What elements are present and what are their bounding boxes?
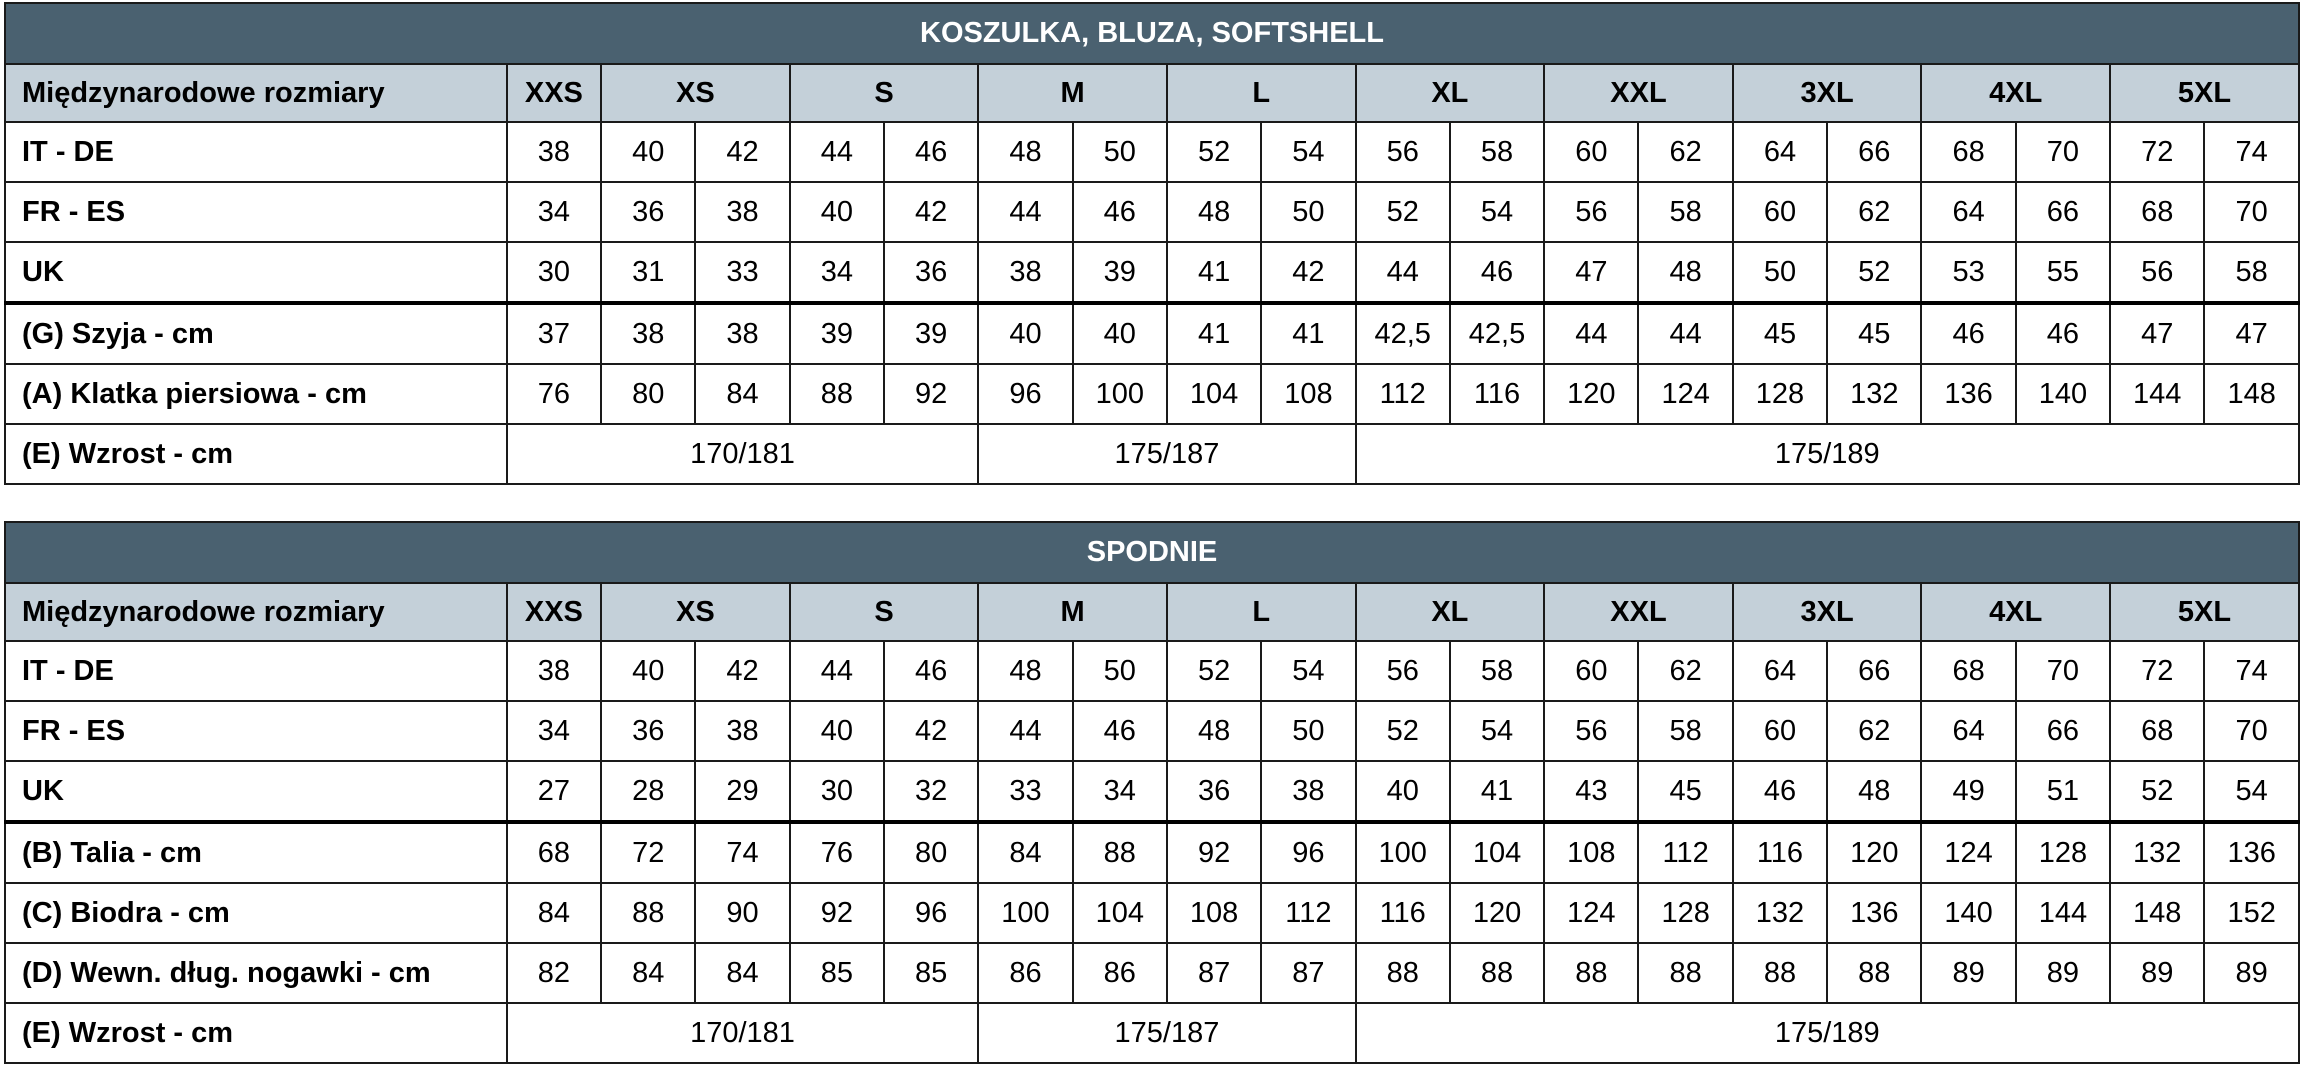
value-cell: 53 <box>1921 242 2015 303</box>
value-cell: 36 <box>601 182 695 242</box>
value-cell: 38 <box>695 303 789 364</box>
value-cell: 42 <box>695 122 789 182</box>
value-cell: 46 <box>884 641 978 701</box>
size-header-cell: 4XL <box>1921 64 2110 122</box>
value-cell: 42 <box>695 641 789 701</box>
value-cell: 50 <box>1733 242 1827 303</box>
row-label: IT - DE <box>5 122 507 182</box>
value-cell: 29 <box>695 761 789 822</box>
value-cell: 42 <box>1261 242 1355 303</box>
value-cell: 104 <box>1167 364 1261 424</box>
value-cell: 68 <box>507 822 601 883</box>
value-cell: 34 <box>790 242 884 303</box>
value-cell: 36 <box>601 701 695 761</box>
value-cell: 48 <box>1167 182 1261 242</box>
value-cell: 42 <box>884 701 978 761</box>
value-cell: 80 <box>884 822 978 883</box>
size-header-cell: 3XL <box>1733 583 1922 641</box>
value-cell: 46 <box>2016 303 2110 364</box>
value-cell: 80 <box>601 364 695 424</box>
value-cell: 124 <box>1638 364 1732 424</box>
value-cell: 50 <box>1261 701 1355 761</box>
value-cell: 64 <box>1733 641 1827 701</box>
value-cell: 44 <box>1638 303 1732 364</box>
value-cell: 112 <box>1356 364 1450 424</box>
value-cell: 70 <box>2016 641 2110 701</box>
size-header-cell: XXS <box>507 64 601 122</box>
value-cell: 100 <box>978 883 1072 943</box>
value-cell: 96 <box>1261 822 1355 883</box>
value-cell: 112 <box>1638 822 1732 883</box>
value-cell: 56 <box>1544 701 1638 761</box>
value-cell: 34 <box>507 701 601 761</box>
value-cell: 55 <box>2016 242 2110 303</box>
value-cell: 48 <box>1167 701 1261 761</box>
value-cell: 42 <box>884 182 978 242</box>
value-cell: 148 <box>2204 364 2299 424</box>
value-cell: 92 <box>1167 822 1261 883</box>
value-cell: 88 <box>1544 943 1638 1003</box>
table-row <box>5 943 2299 1003</box>
value-cell: 42,5 <box>1356 303 1450 364</box>
value-cell: 56 <box>2110 242 2204 303</box>
row-label: (D) Wewn. dług. nogawki - cm <box>5 943 507 1003</box>
value-cell: 38 <box>507 122 601 182</box>
value-cell: 44 <box>790 641 884 701</box>
row-label: UK <box>5 761 507 822</box>
height-value-cell: 175/189 <box>1356 1003 2299 1063</box>
value-cell: 58 <box>1450 122 1544 182</box>
value-cell: 38 <box>978 242 1072 303</box>
value-cell: 136 <box>2204 822 2299 883</box>
value-cell: 132 <box>1733 883 1827 943</box>
value-cell: 40 <box>1356 761 1450 822</box>
value-cell: 116 <box>1733 822 1827 883</box>
value-cell: 88 <box>1733 943 1827 1003</box>
row-label: FR - ES <box>5 182 507 242</box>
value-cell: 60 <box>1544 122 1638 182</box>
row-label: (E) Wzrost - cm <box>5 424 507 484</box>
value-cell: 47 <box>2110 303 2204 364</box>
value-cell: 40 <box>1073 303 1167 364</box>
value-cell: 68 <box>1921 122 2015 182</box>
value-cell: 64 <box>1921 701 2015 761</box>
value-cell: 58 <box>1638 701 1732 761</box>
height-row <box>5 1003 2299 1063</box>
table-row <box>5 641 2299 701</box>
value-cell: 70 <box>2204 701 2299 761</box>
value-cell: 152 <box>2204 883 2299 943</box>
value-cell: 47 <box>1544 242 1638 303</box>
value-cell: 58 <box>1450 641 1544 701</box>
value-cell: 45 <box>1827 303 1921 364</box>
table-row <box>5 242 2299 303</box>
row-label: (E) Wzrost - cm <box>5 1003 507 1063</box>
value-cell: 112 <box>1261 883 1355 943</box>
value-cell: 39 <box>1073 242 1167 303</box>
value-cell: 41 <box>1261 303 1355 364</box>
size-table-shirt <box>4 2 2300 485</box>
value-cell: 52 <box>1827 242 1921 303</box>
size-table-body <box>5 3 2299 484</box>
value-cell: 33 <box>695 242 789 303</box>
value-cell: 104 <box>1450 822 1544 883</box>
value-cell: 120 <box>1544 364 1638 424</box>
value-cell: 44 <box>1356 242 1450 303</box>
value-cell: 92 <box>790 883 884 943</box>
value-cell: 52 <box>1356 701 1450 761</box>
value-cell: 85 <box>790 943 884 1003</box>
table-title-row <box>5 522 2299 583</box>
value-cell: 31 <box>601 242 695 303</box>
table-title: SPODNIE <box>5 522 2299 583</box>
value-cell: 50 <box>1261 182 1355 242</box>
size-header-cell: 3XL <box>1733 64 1922 122</box>
size-header-cell: 5XL <box>2110 583 2299 641</box>
value-cell: 43 <box>1544 761 1638 822</box>
value-cell: 88 <box>1073 822 1167 883</box>
value-cell: 128 <box>1638 883 1732 943</box>
value-cell: 38 <box>695 701 789 761</box>
table-row <box>5 182 2299 242</box>
value-cell: 92 <box>884 364 978 424</box>
value-cell: 34 <box>507 182 601 242</box>
value-cell: 89 <box>2110 943 2204 1003</box>
value-cell: 60 <box>1733 701 1827 761</box>
value-cell: 46 <box>1921 303 2015 364</box>
size-header-cell: XL <box>1356 64 1545 122</box>
value-cell: 87 <box>1261 943 1355 1003</box>
size-header-cell: S <box>790 64 979 122</box>
value-cell: 86 <box>978 943 1072 1003</box>
height-value-cell: 175/187 <box>978 1003 1355 1063</box>
value-cell: 44 <box>790 122 884 182</box>
value-cell: 60 <box>1733 182 1827 242</box>
size-header-cell: S <box>790 583 979 641</box>
value-cell: 51 <box>2016 761 2110 822</box>
value-cell: 66 <box>2016 701 2110 761</box>
value-cell: 100 <box>1073 364 1167 424</box>
size-header-cell: M <box>978 583 1167 641</box>
table-row <box>5 761 2299 822</box>
size-table-trousers <box>4 521 2300 1064</box>
value-cell: 52 <box>1167 641 1261 701</box>
size-header-label: Międzynarodowe rozmiary <box>5 583 507 641</box>
row-label: FR - ES <box>5 701 507 761</box>
value-cell: 41 <box>1450 761 1544 822</box>
value-cell: 42,5 <box>1450 303 1544 364</box>
value-cell: 38 <box>695 182 789 242</box>
value-cell: 38 <box>1261 761 1355 822</box>
value-cell: 32 <box>884 761 978 822</box>
value-cell: 50 <box>1073 122 1167 182</box>
table-title-row <box>5 3 2299 64</box>
value-cell: 128 <box>1733 364 1827 424</box>
value-cell: 144 <box>2110 364 2204 424</box>
value-cell: 54 <box>2204 761 2299 822</box>
value-cell: 38 <box>601 303 695 364</box>
value-cell: 40 <box>601 122 695 182</box>
value-cell: 89 <box>2204 943 2299 1003</box>
value-cell: 72 <box>601 822 695 883</box>
size-header-row <box>5 583 2299 641</box>
value-cell: 82 <box>507 943 601 1003</box>
value-cell: 88 <box>601 883 695 943</box>
value-cell: 62 <box>1827 182 1921 242</box>
table-row <box>5 122 2299 182</box>
value-cell: 64 <box>1733 122 1827 182</box>
value-cell: 89 <box>2016 943 2110 1003</box>
value-cell: 85 <box>884 943 978 1003</box>
value-cell: 44 <box>978 182 1072 242</box>
value-cell: 70 <box>2016 122 2110 182</box>
value-cell: 56 <box>1544 182 1638 242</box>
height-value-cell: 170/181 <box>507 424 979 484</box>
value-cell: 45 <box>1638 761 1732 822</box>
value-cell: 116 <box>1450 364 1544 424</box>
value-cell: 148 <box>2110 883 2204 943</box>
row-label: UK <box>5 242 507 303</box>
value-cell: 28 <box>601 761 695 822</box>
value-cell: 48 <box>1827 761 1921 822</box>
value-cell: 48 <box>1638 242 1732 303</box>
value-cell: 45 <box>1733 303 1827 364</box>
value-cell: 56 <box>1356 641 1450 701</box>
size-header-cell: XXL <box>1544 583 1733 641</box>
value-cell: 30 <box>790 761 884 822</box>
value-cell: 87 <box>1167 943 1261 1003</box>
value-cell: 132 <box>2110 822 2204 883</box>
value-cell: 66 <box>2016 182 2110 242</box>
value-cell: 39 <box>884 303 978 364</box>
value-cell: 34 <box>1073 761 1167 822</box>
value-cell: 58 <box>1638 182 1732 242</box>
row-label: (G) Szyja - cm <box>5 303 507 364</box>
value-cell: 96 <box>884 883 978 943</box>
value-cell: 68 <box>2110 182 2204 242</box>
value-cell: 100 <box>1356 822 1450 883</box>
table-row <box>5 701 2299 761</box>
value-cell: 62 <box>1638 122 1732 182</box>
value-cell: 52 <box>1167 122 1261 182</box>
value-cell: 46 <box>884 122 978 182</box>
value-cell: 128 <box>2016 822 2110 883</box>
value-cell: 136 <box>1827 883 1921 943</box>
value-cell: 54 <box>1450 701 1544 761</box>
size-header-cell: XXS <box>507 583 601 641</box>
value-cell: 48 <box>978 641 1072 701</box>
value-cell: 66 <box>1827 641 1921 701</box>
value-cell: 140 <box>1921 883 2015 943</box>
size-header-cell: XXL <box>1544 64 1733 122</box>
row-label: (B) Talia - cm <box>5 822 507 883</box>
size-header-cell: M <box>978 64 1167 122</box>
value-cell: 41 <box>1167 242 1261 303</box>
value-cell: 44 <box>978 701 1072 761</box>
value-cell: 49 <box>1921 761 2015 822</box>
value-cell: 70 <box>2204 182 2299 242</box>
table-title: KOSZULKA, BLUZA, SOFTSHELL <box>5 3 2299 64</box>
value-cell: 52 <box>1356 182 1450 242</box>
value-cell: 48 <box>978 122 1072 182</box>
value-cell: 124 <box>1544 883 1638 943</box>
size-header-cell: 4XL <box>1921 583 2110 641</box>
size-header-row <box>5 64 2299 122</box>
value-cell: 33 <box>978 761 1072 822</box>
value-cell: 68 <box>2110 701 2204 761</box>
value-cell: 40 <box>601 641 695 701</box>
value-cell: 108 <box>1261 364 1355 424</box>
value-cell: 86 <box>1073 943 1167 1003</box>
value-cell: 84 <box>601 943 695 1003</box>
value-cell: 64 <box>1921 182 2015 242</box>
value-cell: 54 <box>1261 641 1355 701</box>
value-cell: 96 <box>978 364 1072 424</box>
value-cell: 88 <box>1356 943 1450 1003</box>
size-header-cell: 5XL <box>2110 64 2299 122</box>
value-cell: 132 <box>1827 364 1921 424</box>
value-cell: 44 <box>1544 303 1638 364</box>
size-header-cell: L <box>1167 64 1356 122</box>
height-value-cell: 175/187 <box>978 424 1355 484</box>
value-cell: 108 <box>1544 822 1638 883</box>
value-cell: 88 <box>1450 943 1544 1003</box>
value-cell: 136 <box>1921 364 2015 424</box>
table-row <box>5 364 2299 424</box>
value-cell: 66 <box>1827 122 1921 182</box>
table-row <box>5 822 2299 883</box>
value-cell: 40 <box>790 182 884 242</box>
value-cell: 84 <box>978 822 1072 883</box>
value-cell: 46 <box>1450 242 1544 303</box>
value-cell: 52 <box>2110 761 2204 822</box>
row-label: IT - DE <box>5 641 507 701</box>
value-cell: 108 <box>1167 883 1261 943</box>
value-cell: 40 <box>790 701 884 761</box>
value-cell: 104 <box>1073 883 1167 943</box>
value-cell: 38 <box>507 641 601 701</box>
row-label: (A) Klatka piersiowa - cm <box>5 364 507 424</box>
size-table-body <box>5 522 2299 1063</box>
size-header-cell: XS <box>601 583 790 641</box>
value-cell: 76 <box>790 822 884 883</box>
height-row <box>5 424 2299 484</box>
size-header-label: Międzynarodowe rozmiary <box>5 64 507 122</box>
value-cell: 37 <box>507 303 601 364</box>
value-cell: 90 <box>695 883 789 943</box>
value-cell: 68 <box>1921 641 2015 701</box>
value-cell: 116 <box>1356 883 1450 943</box>
value-cell: 36 <box>1167 761 1261 822</box>
value-cell: 46 <box>1073 182 1167 242</box>
value-cell: 40 <box>978 303 1072 364</box>
value-cell: 39 <box>790 303 884 364</box>
value-cell: 50 <box>1073 641 1167 701</box>
value-cell: 54 <box>1261 122 1355 182</box>
value-cell: 84 <box>695 943 789 1003</box>
size-header-cell: XL <box>1356 583 1545 641</box>
value-cell: 62 <box>1827 701 1921 761</box>
value-cell: 88 <box>790 364 884 424</box>
value-cell: 84 <box>507 883 601 943</box>
table-row <box>5 303 2299 364</box>
value-cell: 140 <box>2016 364 2110 424</box>
value-cell: 72 <box>2110 122 2204 182</box>
value-cell: 84 <box>695 364 789 424</box>
value-cell: 47 <box>2204 303 2299 364</box>
value-cell: 54 <box>1450 182 1544 242</box>
value-cell: 62 <box>1638 641 1732 701</box>
value-cell: 46 <box>1073 701 1167 761</box>
value-cell: 72 <box>2110 641 2204 701</box>
value-cell: 124 <box>1921 822 2015 883</box>
value-cell: 60 <box>1544 641 1638 701</box>
table-row <box>5 883 2299 943</box>
value-cell: 74 <box>695 822 789 883</box>
value-cell: 120 <box>1827 822 1921 883</box>
size-header-cell: L <box>1167 583 1356 641</box>
value-cell: 120 <box>1450 883 1544 943</box>
value-cell: 76 <box>507 364 601 424</box>
value-cell: 58 <box>2204 242 2299 303</box>
value-cell: 74 <box>2204 641 2299 701</box>
size-header-cell: XS <box>601 64 790 122</box>
value-cell: 144 <box>2016 883 2110 943</box>
value-cell: 88 <box>1827 943 1921 1003</box>
value-cell: 56 <box>1356 122 1450 182</box>
height-value-cell: 175/189 <box>1356 424 2299 484</box>
value-cell: 46 <box>1733 761 1827 822</box>
height-value-cell: 170/181 <box>507 1003 979 1063</box>
value-cell: 41 <box>1167 303 1261 364</box>
value-cell: 74 <box>2204 122 2299 182</box>
row-label: (C) Biodra - cm <box>5 883 507 943</box>
value-cell: 36 <box>884 242 978 303</box>
value-cell: 27 <box>507 761 601 822</box>
value-cell: 88 <box>1638 943 1732 1003</box>
value-cell: 30 <box>507 242 601 303</box>
value-cell: 89 <box>1921 943 2015 1003</box>
